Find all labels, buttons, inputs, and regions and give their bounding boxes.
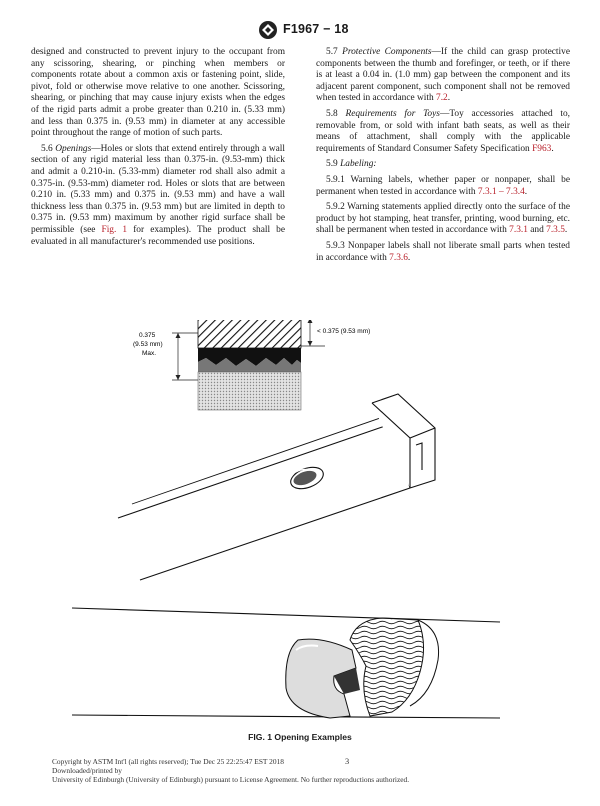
section-title: Protective Components [342,47,432,57]
hatched-rigid-layer [198,320,301,348]
section-text: 5.9.1 Warning labels, whether paper or nonpaper, shall be permanent when tested in accordance with [316,174,570,197]
section-number: 5.9 [326,159,338,170]
opening-depth-diagram [133,320,370,410]
paragraph-5-5-continued: designed and constructed to prevent injury to the occupant from any scissoring, shearing, or pinching when members or components rotate about a common axis or fastening point, slide, pivot, fold or otherwise move relative to one another. Scissoring, shearing, or pinching that may cause injury exists when the edges of the rigid parts admit a probe greater than 0.210 in. (5.33 mm) and less than 0.375 in. (9.53 mm) in diameter at any accessible point throughout the range of motion of such parts. [31,47,285,139]
section-text: and [527,225,547,236]
dotted-base-layer [198,372,301,410]
right-dimension-label: < 0.375 (9.53 mm) [317,328,371,335]
left-column [31,47,285,252]
section-5-8: 5.8 Requirements for Toys—Toy accessories attached to, removable from, or sold with infant bath seats, as well as their means of attachment, shall comply with the applicable requirements of Standard Consumer Safety Specification F963. [316,108,570,154]
section-title: Requirements for Toys [345,108,440,119]
page-header [0,20,600,42]
reference-link[interactable]: 7.3.6 [389,252,408,263]
section-text: 5.9.3 Nonpaper labels shall not liberate small parts when tested in accordance with [316,240,570,263]
reference-link[interactable]: F963 [532,143,552,154]
download-line: Downloaded/printed by [52,766,122,776]
left-dimension-label: Max. [142,350,157,357]
license-line: University of Edinburgh (University of Edinburgh) pursuant to License Agreement. No further reproductions authorized. [52,775,410,785]
section-title: Openings [55,143,92,154]
section-5-7: 5.7 Protective Components—If the child can grasp protective components between the thumb and forefinger, or teeth, or if there is at least a 0.04 in. (1.0 mm) gap between the component and its adjacent parent component, such component shall not be removed when tested in accordance with 7.2. [316,47,570,104]
tube-with-hole-diagram [118,394,435,580]
section-number: 5.7 [326,47,338,57]
section-title: Labeling: [340,159,377,170]
astm-logo-icon [258,20,278,40]
page-footer [52,757,572,785]
reference-link[interactable]: 7.3.5 [546,225,565,236]
section-5-9-1: 5.9.1 Warning labels, whether paper or nonpaper, shall be permanent when tested in accordance with 7.3.1 – 7.3.4. [316,174,570,197]
section-5-9-3: 5.9.3 Nonpaper labels shall not liberate small parts when tested in accordance with 7.3.6. [316,240,570,263]
reference-link[interactable]: 7.2 [436,93,448,104]
section-text: for examples). The product shall be evaluated in all manufacturer's recommended use positions. [31,224,285,247]
section-5-9-2: 5.9.2 Warning statements applied directly onto the surface of the product by hot stamping, heat transfer, printing, wood burning, etc. shall be permanent when tested in accordance with 7.3.1 and 7.3.5. [316,202,570,236]
copyright-line: Copyright by ASTM Int'l (all rights reserved); Tue Dec 25 22:25:47 EST 2018 [52,757,284,766]
section-5-9 [316,159,570,171]
figure-caption: FIG. 1 Opening Examples [248,732,352,742]
figure-link[interactable]: Fig. 1 [101,224,128,235]
reference-link[interactable]: 7.3.1 [509,225,528,236]
tube-lower-edge [140,488,410,580]
section-number: 5.6 [41,143,53,154]
section-number: 5.8 [326,108,338,119]
left-dimension-label: (9.53 mm) [133,341,163,348]
page-number: 3 [345,757,350,766]
tube-upper-edge [118,425,388,518]
reference-link[interactable]: 7.3.1 – 7.3.4 [477,186,525,197]
document-id: F1967 − 18 [283,22,349,36]
section-text: —If the child can grasp protective components between the thumb and forefinger, or teeth, or if there is at least a 0.04 in. (1.0 mm) gap between the component and its adjacent parent component, such component shall not be removed when tested in accordance with [316,47,570,104]
section-text: —Holes or slots that extend entirely through a wall section of any rigid material less than 0.375-in. (9.53-mm) thick and admit a 0.210-in. (5.33-mm) diameter rod shall also admit a 0.375-in. (9.53-mm) diameter rod. Holes or slots that are between 0.210 in. (5.33 mm) and 0.375 in. (9.53 mm) and have a wall thickness less than 0.375 in. (9.53 mm) but are limited in depth to 0.375 in. (9.53 mm) maximum by another rigid surface shall be permissible (see [31,143,286,235]
section-5-6 [31,144,285,248]
slot-frame-diagram [72,608,500,718]
left-dimension-label: 0.375 [139,332,156,339]
section-text: 5.9.2 Warning statements applied directly onto the surface of the product by hot stamping, heat transfer, printing, wood burning, etc. shall be permanent when tested in accordance with [316,202,570,236]
figure-1-drawing [0,320,600,740]
section-text: —Toy accessories attached to, removable from, or sold with infant bath seats, as well as their means of attachment, shall comply with the applicable requirements of Standard Consumer Safety Specification [316,108,570,154]
right-column [316,47,570,268]
